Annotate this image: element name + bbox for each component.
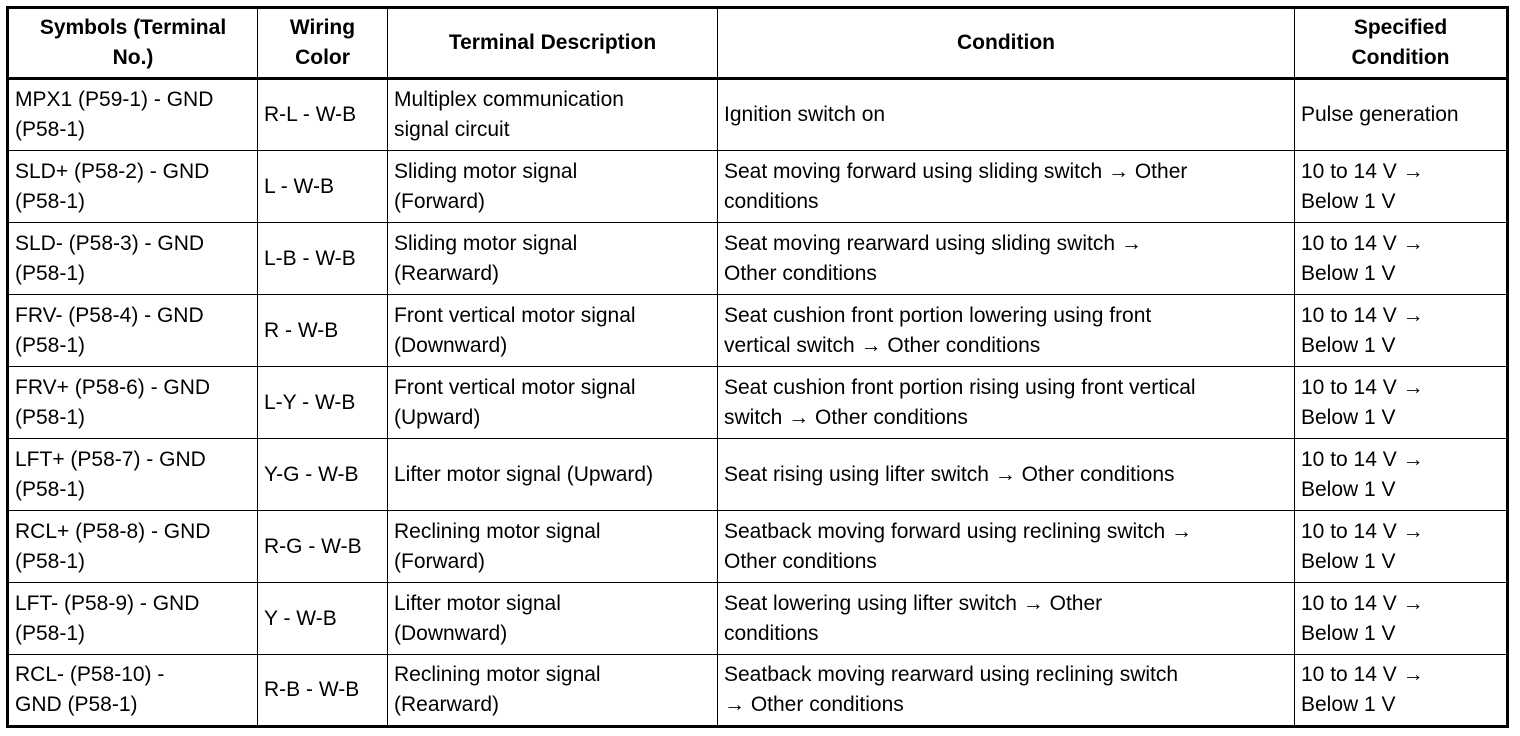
cell-terminal-description: Reclining motor signal (Forward) xyxy=(388,511,718,583)
cell-specified-condition: 10 to 14 V → Below 1 V xyxy=(1295,295,1508,367)
cell-specified-condition: 10 to 14 V → Below 1 V xyxy=(1295,367,1508,439)
cell-condition: Seat rising using lifter switch → Other conditions xyxy=(718,439,1295,511)
table-body xyxy=(8,79,1508,727)
table-header xyxy=(8,8,1508,79)
table-row xyxy=(8,439,1508,511)
cell-wiring-color: R-B - W-B xyxy=(258,655,388,727)
table-row xyxy=(8,367,1508,439)
cell-condition: Seat cushion front portion rising using front vertical switch → Other conditions xyxy=(718,367,1295,439)
cell-wiring-color: R-G - W-B xyxy=(258,511,388,583)
cell-terminal-description: Multiplex communication signal circuit xyxy=(388,79,718,151)
cell-specified-condition: 10 to 14 V → Below 1 V xyxy=(1295,583,1508,655)
cell-specified-condition: Pulse generation xyxy=(1295,79,1508,151)
cell-wiring-color: L - W-B xyxy=(258,151,388,223)
table-row xyxy=(8,223,1508,295)
cell-wiring-color: Y-G - W-B xyxy=(258,439,388,511)
cell-terminal-description: Lifter motor signal (Downward) xyxy=(388,583,718,655)
table-row xyxy=(8,583,1508,655)
cell-symbols: MPX1 (P59-1) - GND (P58-1) xyxy=(8,79,258,151)
header-specified-condition: Specified Condition xyxy=(1295,8,1508,79)
table-row xyxy=(8,79,1508,151)
cell-terminal-description: Front vertical motor signal (Downward) xyxy=(388,295,718,367)
cell-condition: Seat cushion front portion lowering using front vertical switch → Other conditions xyxy=(718,295,1295,367)
cell-wiring-color: L-B - W-B xyxy=(258,223,388,295)
cell-specified-condition: 10 to 14 V → Below 1 V xyxy=(1295,223,1508,295)
cell-symbols: SLD+ (P58-2) - GND (P58-1) xyxy=(8,151,258,223)
terminal-check-table xyxy=(6,6,1509,728)
cell-specified-condition: 10 to 14 V → Below 1 V xyxy=(1295,655,1508,727)
cell-condition: Seat moving rearward using sliding switch → Other conditions xyxy=(718,223,1295,295)
table-row xyxy=(8,511,1508,583)
cell-wiring-color: Y - W-B xyxy=(258,583,388,655)
cell-condition: Seat lowering using lifter switch → Other conditions xyxy=(718,583,1295,655)
cell-wiring-color: R - W-B xyxy=(258,295,388,367)
terminal-table-container xyxy=(6,6,1509,728)
cell-specified-condition: 10 to 14 V → Below 1 V xyxy=(1295,151,1508,223)
cell-terminal-description: Sliding motor signal (Forward) xyxy=(388,151,718,223)
cell-symbols: RCL- (P58-10) - GND (P58-1) xyxy=(8,655,258,727)
header-symbols: Symbols (Terminal No.) xyxy=(8,8,258,79)
cell-condition: Ignition switch on xyxy=(718,79,1295,151)
cell-specified-condition: 10 to 14 V → Below 1 V xyxy=(1295,439,1508,511)
table-row xyxy=(8,151,1508,223)
cell-symbols: FRV- (P58-4) - GND (P58-1) xyxy=(8,295,258,367)
table-row xyxy=(8,295,1508,367)
cell-terminal-description: Front vertical motor signal (Upward) xyxy=(388,367,718,439)
cell-terminal-description: Sliding motor signal (Rearward) xyxy=(388,223,718,295)
header-wiring-color: Wiring Color xyxy=(258,8,388,79)
cell-wiring-color: L-Y - W-B xyxy=(258,367,388,439)
cell-condition: Seat moving forward using sliding switch → Other conditions xyxy=(718,151,1295,223)
cell-symbols: LFT- (P58-9) - GND (P58-1) xyxy=(8,583,258,655)
cell-terminal-description: Lifter motor signal (Upward) xyxy=(388,439,718,511)
cell-terminal-description: Reclining motor signal (Rearward) xyxy=(388,655,718,727)
header-row xyxy=(8,8,1508,79)
cell-symbols: FRV+ (P58-6) - GND (P58-1) xyxy=(8,367,258,439)
cell-symbols: LFT+ (P58-7) - GND (P58-1) xyxy=(8,439,258,511)
header-terminal-description: Terminal Description xyxy=(388,8,718,79)
cell-symbols: RCL+ (P58-8) - GND (P58-1) xyxy=(8,511,258,583)
header-condition: Condition xyxy=(718,8,1295,79)
cell-symbols: SLD- (P58-3) - GND (P58-1) xyxy=(8,223,258,295)
cell-condition: Seatback moving rearward using reclining switch → Other conditions xyxy=(718,655,1295,727)
cell-condition: Seatback moving forward using reclining switch → Other conditions xyxy=(718,511,1295,583)
cell-specified-condition: 10 to 14 V → Below 1 V xyxy=(1295,511,1508,583)
table-row xyxy=(8,655,1508,727)
cell-wiring-color: R-L - W-B xyxy=(258,79,388,151)
